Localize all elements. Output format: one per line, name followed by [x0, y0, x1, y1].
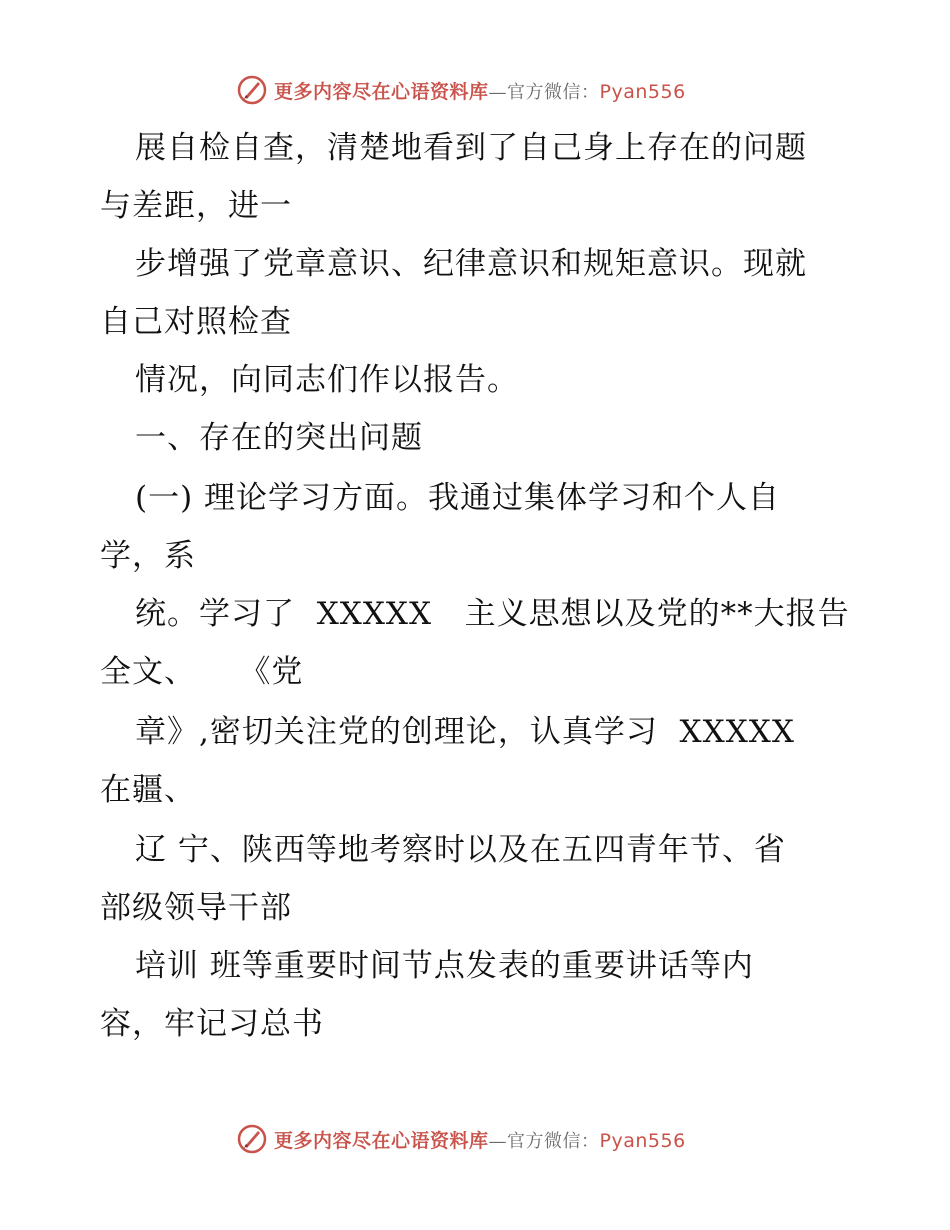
- body-line: 学，系: [100, 538, 196, 574]
- watermark-brand-text: 更多内容尽在心语资料库: [274, 1129, 489, 1152]
- body-line: 章》,密切关注党的创理论，认真学习 XXXXX: [135, 714, 795, 750]
- body-line: 展自检自查，清楚地看到了自己身上存在的问题: [135, 130, 807, 166]
- watermark-official-label: 官方微信：: [507, 1130, 600, 1152]
- watermark-brand-text: 更多内容尽在心语资料库: [274, 80, 489, 103]
- watermark-dash: —: [488, 1130, 508, 1152]
- body-line: 与差距，进一: [100, 188, 292, 224]
- body-line: 部级领导干部: [100, 890, 292, 926]
- body-line: 容，牢记习总书: [100, 1006, 324, 1042]
- quill-pen-logo-icon: [236, 1123, 268, 1155]
- watermark-official-label: 官方微信：: [507, 81, 600, 103]
- subsection-heading-line: (一) 理论学习方面。我通过集体学习和个人自: [135, 480, 781, 516]
- footer-watermark: [236, 1121, 686, 1157]
- body-line: 全文、 《党: [100, 654, 304, 690]
- quill-pen-logo-icon: [236, 74, 268, 106]
- body-line: 统。学习了 XXXXX 主义思想以及党的**大报告: [135, 596, 850, 632]
- body-line: 情况，向同志们作以报告。: [135, 362, 519, 398]
- body-line: 辽 宁、陕西等地考察时以及在五四青年节、省: [135, 832, 786, 868]
- body-line: 在疆、: [100, 772, 196, 808]
- watermark-account-id: Pyan556: [599, 1129, 686, 1152]
- header-watermark: [236, 72, 686, 108]
- body-line: 培训 班等重要时间节点发表的重要讲话等内: [135, 948, 754, 984]
- body-line: 步增强了党章意识、纪律意识和规矩意识。现就: [135, 246, 807, 282]
- watermark-account-id: Pyan556: [599, 80, 686, 103]
- body-line: 自己对照检查: [100, 304, 292, 340]
- section-heading: 一、存在的突出问题: [135, 420, 423, 456]
- watermark-dash: —: [488, 81, 508, 103]
